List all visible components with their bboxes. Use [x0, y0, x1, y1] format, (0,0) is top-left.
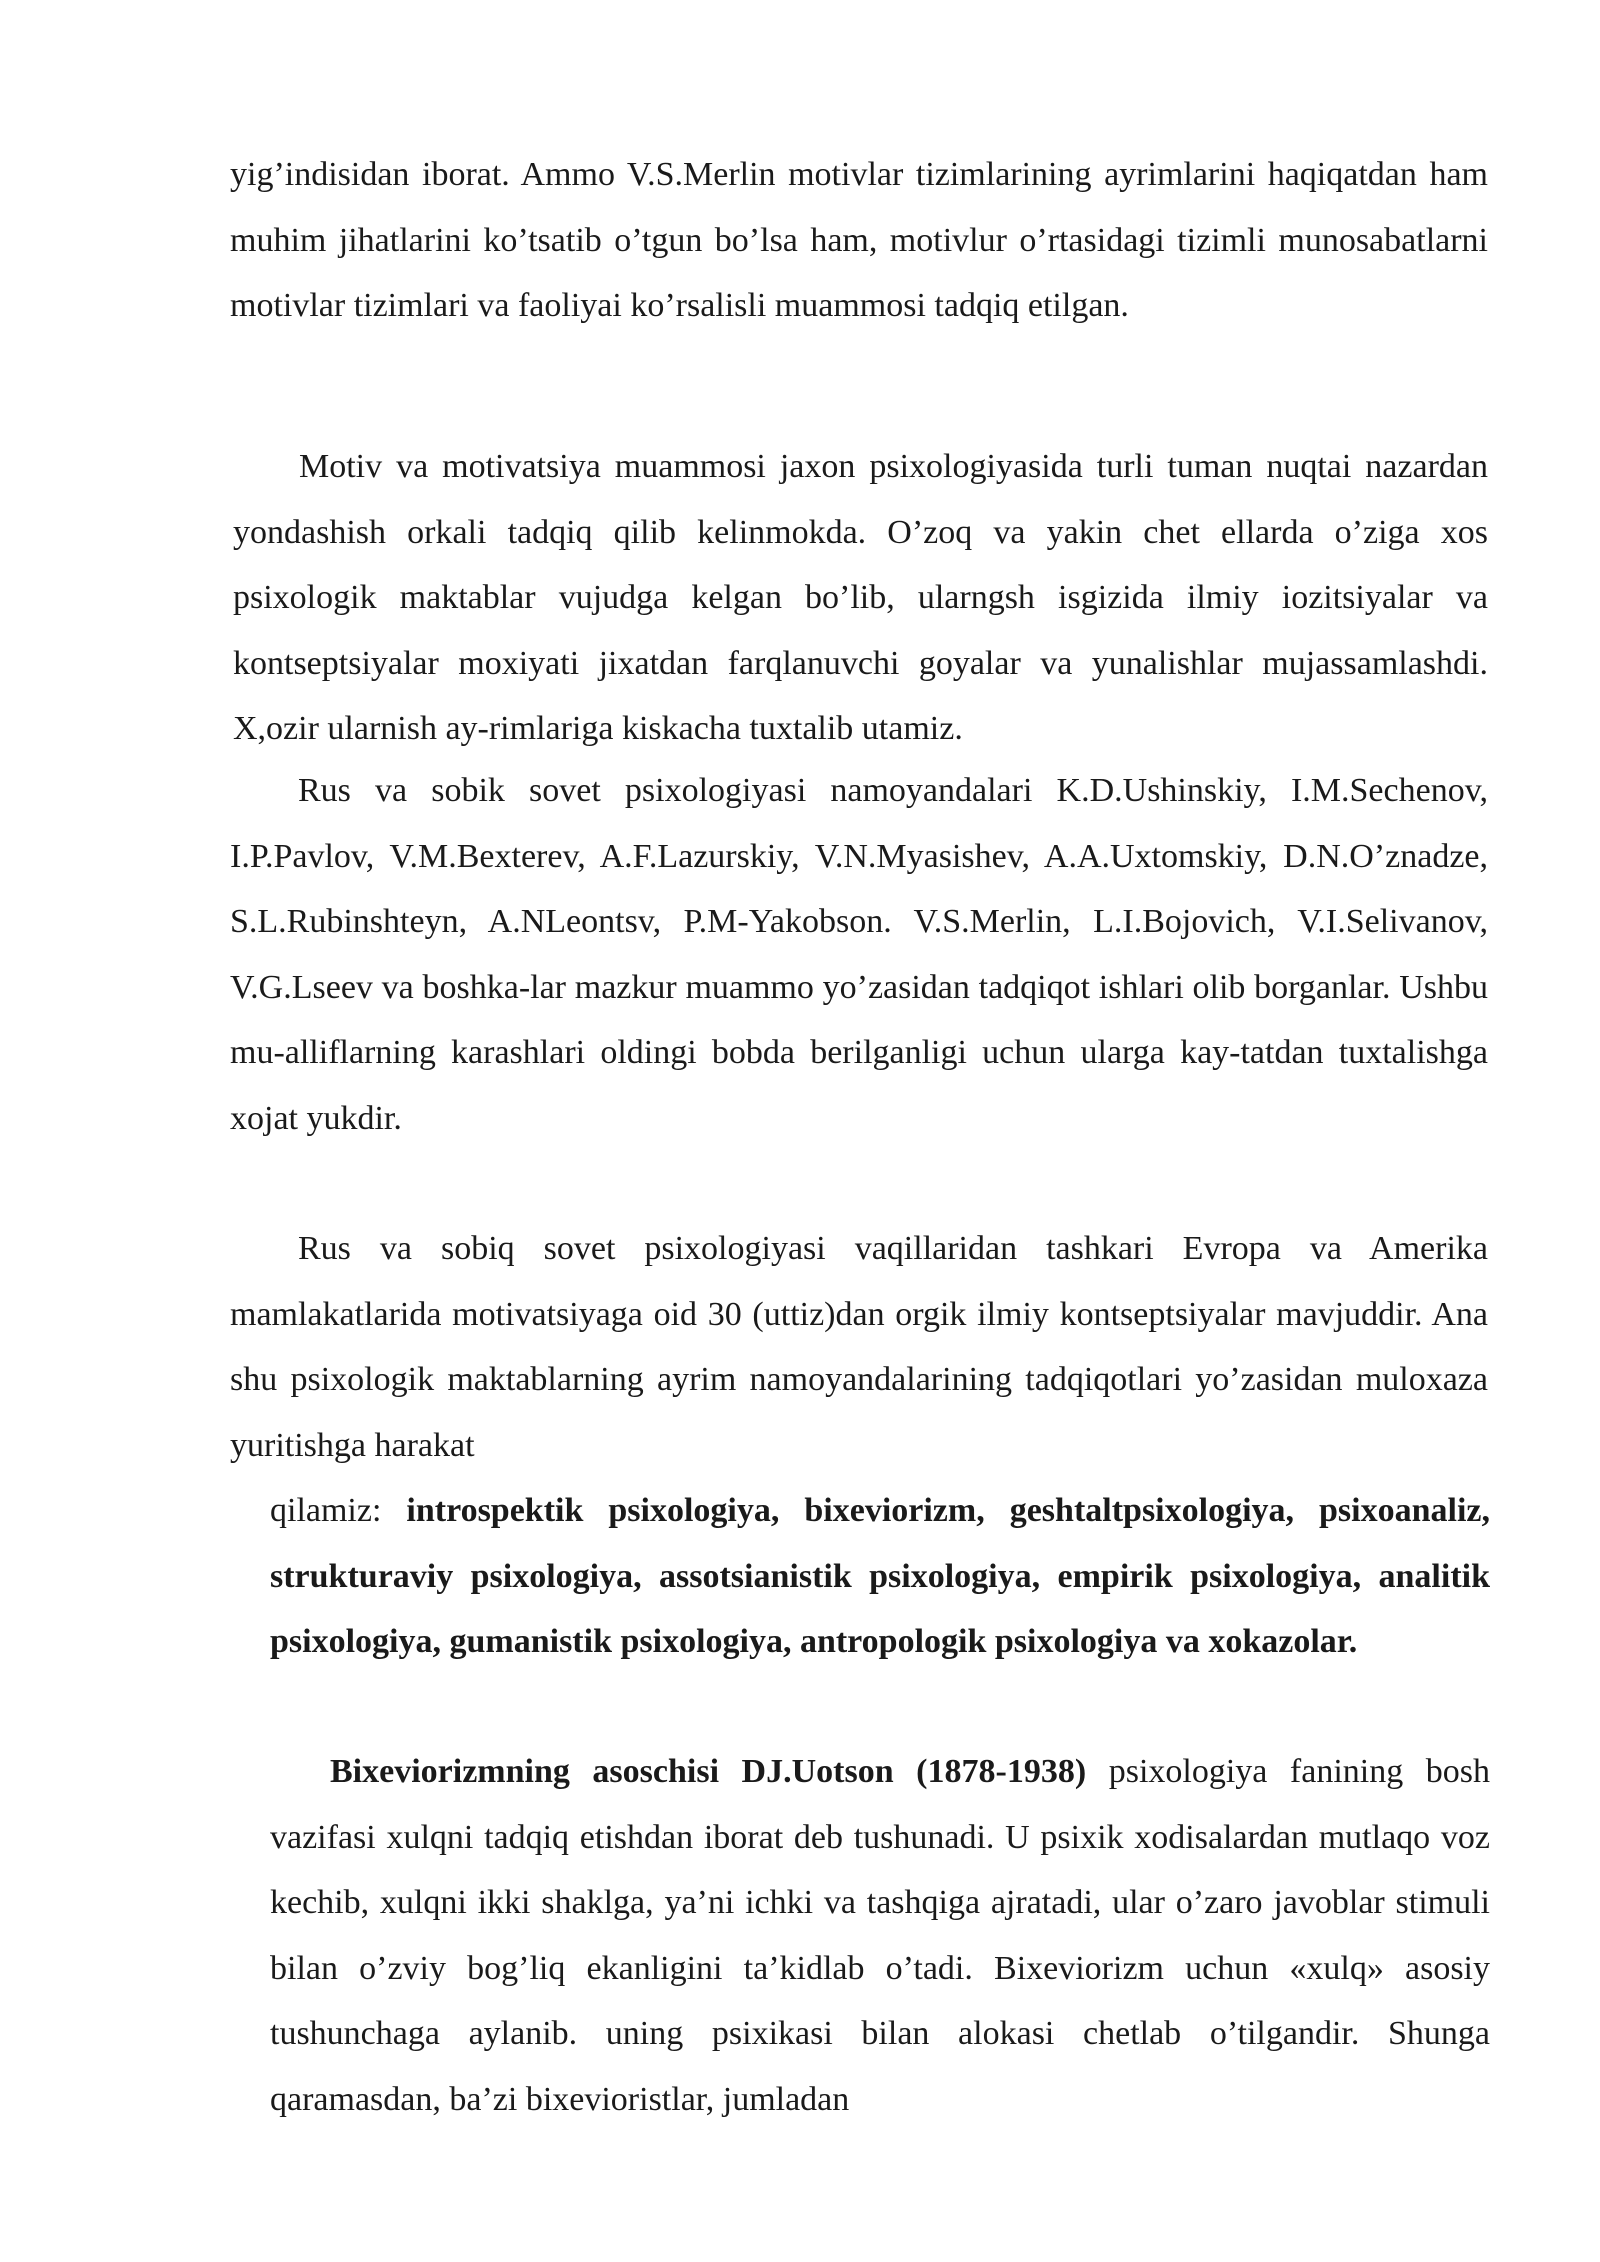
paragraph-6-text: psixologiya fanining bosh vazifasi xulqni tadqiq etishdan iborat deb tushunadi. U psixik xodisalardan mutlaqo voz kechib, xulqni ikki shaklga, ya’ni ichki va tashqiga ajratadi, ular o’zaro javoblar stimuli bilan o’zviy bog’liq ekanligini ta’kidlab o’tadi. Bixeviorizm uchun «xulq» asosiy tushunchaga aylanib. uning psixikasi bilan alokasi chetlab o’tilgandir. Shunga qaramasdan, ba’zi bixevioristlar, jumladan [270, 1753, 1491, 2118]
paragraph-5-lead: qilamiz: [270, 1492, 382, 1529]
paragraph-3: Rus va sobik sovet psixologiyasi namoyandalari K.D.Ushinskiy, I.M.Sechenov, I.P.Pavlov, V.M.Bexterev, A.F.Lazurskiy, V.N.Myasishev, A.A.Uxtomskiy, D.N.O’znadze, S.L.Rubinshteyn, A.NLeontsv, P.M-Yakobson. V.S.Merlin, L.I.Bojovich, V.I.Selivanov, V.G.Lseev va boshka-lar mazkur muammo yo’zasidan tadqiqot ishlari olib borganlar. Ushbu mu-alliflarning karashlari oldingi bobda berilganligi uchun ularga kay-tatdan tuxtalishga xojat yukdir. [230, 772, 1488, 1137]
behaviorism-founder-heading: Bixeviorizmning asoschisi DJ.Uotson (1878-1938) [330, 1753, 1087, 1790]
paragraph-5 [270, 1478, 1490, 1675]
paragraph-2: Motiv va motivatsiya muammosi jaxon psixologiyasida turli tuman nuqtai nazardan yondashish orkali tadqiq qilib kelinmokda. O’zoq va yakin chet ellarda o’ziga xos psixologik maktablar vujudga kelgan bo’lib, ularngsh isgizida ilmiy iozitsiyalar va kontseptsiyalar moxiyati jixatdan farqlanuvchi goyalar va yunalishlar mujassamlashdi. X,ozir ularnish ay-rimlariga kiskacha tuxtalib utamiz. [233, 448, 1488, 747]
paragraph-1: yig’indisidan iborat. Ammo V.S.Merlin motivlar tizimlarining ayrimlarini haqiqatdan ham muhim jihatlarini ko’tsatib o’tgun bo’lsa ham, motivlur o’rtasidagi tizimli munosabatlarni motivlar tizimlari va faoliyai ko’rsalisli muammosi tadqiq etilgan. [230, 156, 1488, 324]
paragraph-6 [270, 1739, 1490, 2132]
psychology-schools-list: introspektik psixologiya, bixeviorizm, geshtaltpsixologiya, psixoanaliz, strukturaviy psixologiya, assotsianistik psixologiya, empirik psixologiya, analitik psixologiya, gumanistik psixologiya, antropologik psixologiya va xokazolar. [270, 1492, 1490, 1660]
paragraph-4: Rus va sobiq sovet psixologiyasi vaqillaridan tashkari Evropa va Amerika mamlakatlarida motivatsiyaga oid 30 (uttiz)dan orgik ilmiy kontseptsiyalar mavjuddir. Ana shu psixologik maktablarning ayrim namoyandalarining tadqiqotlari yo’zasidan muloxaza yuritishga harakat [230, 1230, 1488, 1464]
